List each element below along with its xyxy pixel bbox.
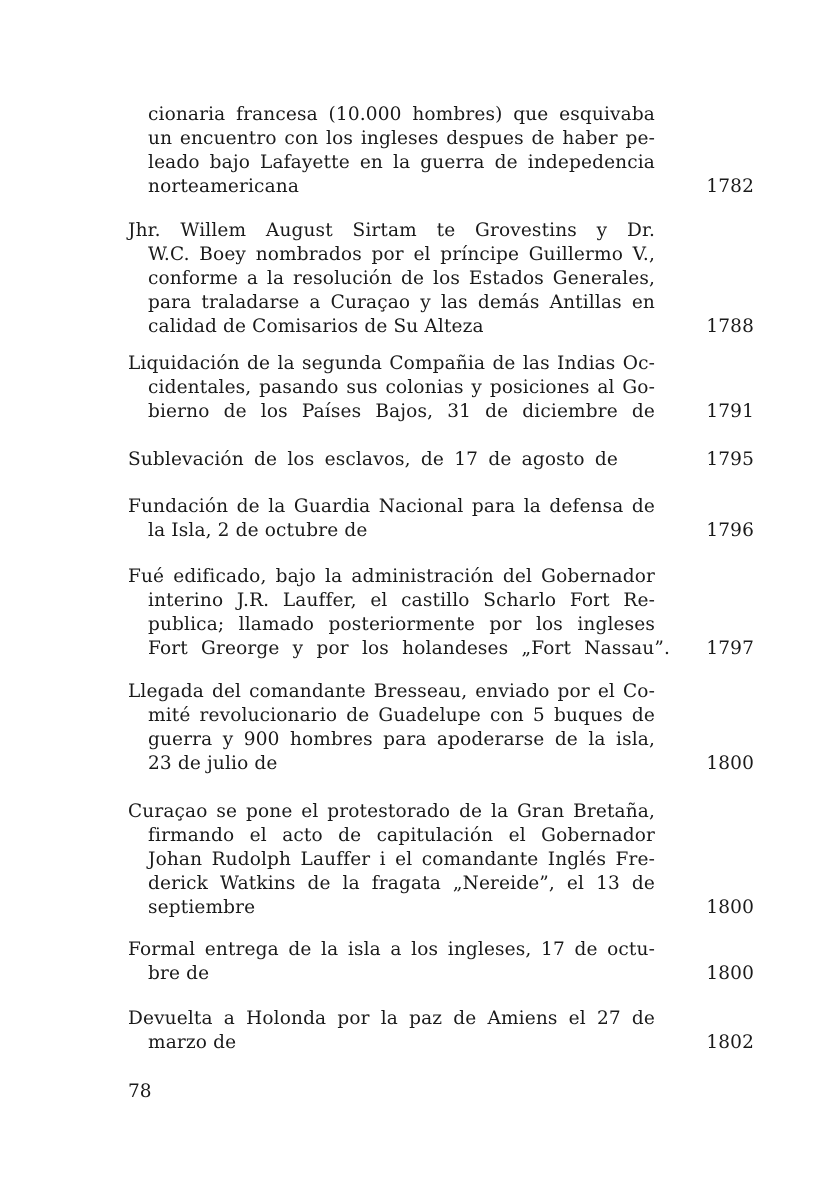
page-number: 78 bbox=[128, 1081, 152, 1102]
chronology-entry bbox=[128, 352, 754, 424]
entry-year: 1782 bbox=[706, 176, 754, 197]
entry-line: cionaria francesa (10.000 hombres) que esquivaba bbox=[148, 104, 655, 125]
entry-line-text: bre de bbox=[148, 963, 210, 984]
entry-year: 1791 bbox=[706, 401, 754, 422]
entry-year: 1797 bbox=[706, 638, 754, 659]
entry-line: Jhr. Willem August Sirtam te Grovestins y Dr. bbox=[128, 220, 655, 241]
entry-line: Fué edificado, bajo la administración del Gobernador bbox=[128, 566, 655, 587]
entry-line-text: Sublevación de los esclavos, de 17 de agosto de bbox=[128, 449, 618, 470]
entry-line bbox=[128, 448, 754, 472]
entry-line-text: 23 de julio de bbox=[148, 753, 278, 774]
chronology-entry bbox=[128, 495, 754, 543]
entry-line bbox=[128, 315, 754, 339]
entry-line bbox=[128, 519, 754, 543]
entry-line-text: norteamericana bbox=[148, 176, 299, 197]
entry-line: publica; llamado posteriormente por los ingleses bbox=[148, 614, 655, 635]
entry-line-text: septiembre bbox=[148, 897, 256, 918]
chronology-entry bbox=[128, 565, 754, 661]
entry-line-text: la Isla, 2 de octubre de bbox=[148, 520, 368, 541]
entry-line-text: calidad de Comisarios de Su Alteza bbox=[148, 316, 484, 337]
entry-line: Devuelta a Holonda por la paz de Amiens el 27 de bbox=[128, 1008, 655, 1029]
entry-year: 1800 bbox=[706, 963, 754, 984]
entry-line: Formal entrega de la isla a los ingleses, 17 de octu- bbox=[128, 939, 655, 960]
entry-line: conforme a la resolución de los Estados Generales, bbox=[148, 268, 655, 289]
entry-line: Fundación de la Guardia Nacional para la defensa de bbox=[128, 496, 655, 517]
entry-year: 1796 bbox=[706, 520, 754, 541]
entry-line bbox=[128, 962, 754, 986]
entry-line: Curaçao se pone el protestorado de la Gran Bretaña, bbox=[128, 801, 655, 822]
entry-line bbox=[128, 1031, 754, 1055]
chronology-entry bbox=[128, 800, 754, 920]
entry-year: 1788 bbox=[706, 316, 754, 337]
entry-line: cidentales, pasando sus colonias y posiciones al Go- bbox=[148, 377, 655, 398]
entry-line-text: bierno de los Países Bajos, 31 de diciembre de bbox=[148, 401, 655, 422]
entry-line: W.C. Boey nombrados por el príncipe Guillermo V., bbox=[148, 244, 655, 265]
entry-line: Liquidación de la segunda Compañia de las Indias Oc- bbox=[128, 353, 655, 374]
entry-year: 1800 bbox=[706, 753, 754, 774]
chronology-entry bbox=[128, 448, 754, 472]
entry-line bbox=[128, 896, 754, 920]
entry-line: un encuentro con los ingleses despues de haber pe- bbox=[148, 128, 655, 149]
entry-year: 1800 bbox=[706, 897, 754, 918]
chronology-entry bbox=[128, 219, 754, 339]
entry-line: firmando el acto de capitulación el Gobernador bbox=[148, 825, 655, 846]
entry-line bbox=[128, 637, 754, 661]
entry-line bbox=[128, 752, 754, 776]
entry-line-text: marzo de bbox=[148, 1032, 237, 1053]
entry-line: leado bajo Lafayette en la guerra de indepedencia bbox=[148, 152, 655, 173]
entry-line: Johan Rudolph Lauffer i el comandante Inglés Fre- bbox=[148, 849, 655, 870]
entry-year: 1795 bbox=[706, 449, 754, 470]
entry-line: derick Watkins de la fragata „Nereide”, el 13 de bbox=[148, 873, 655, 894]
entry-line-text: Fort Greorge y por los holandeses „Fort Nassau”. bbox=[148, 638, 670, 659]
entry-line bbox=[128, 175, 754, 199]
entry-year: 1802 bbox=[706, 1032, 754, 1053]
entry-line: mité revolucionario de Guadelupe con 5 buques de bbox=[148, 705, 655, 726]
entry-line: guerra y 900 hombres para apoderarse de la isla, bbox=[148, 729, 655, 750]
chronology-entry bbox=[128, 1007, 754, 1055]
chronology-entry bbox=[128, 938, 754, 986]
entry-line: para traladarse a Curaçao y las demás Antillas en bbox=[148, 292, 655, 313]
entry-line bbox=[128, 400, 754, 424]
chronology-entry bbox=[128, 680, 754, 776]
entry-line: interino J.R. Lauffer, el castillo Scharlo Fort Re- bbox=[148, 590, 655, 611]
chronology-entry bbox=[128, 103, 754, 199]
entry-line: Llegada del comandante Bresseau, enviado por el Co- bbox=[128, 681, 655, 702]
